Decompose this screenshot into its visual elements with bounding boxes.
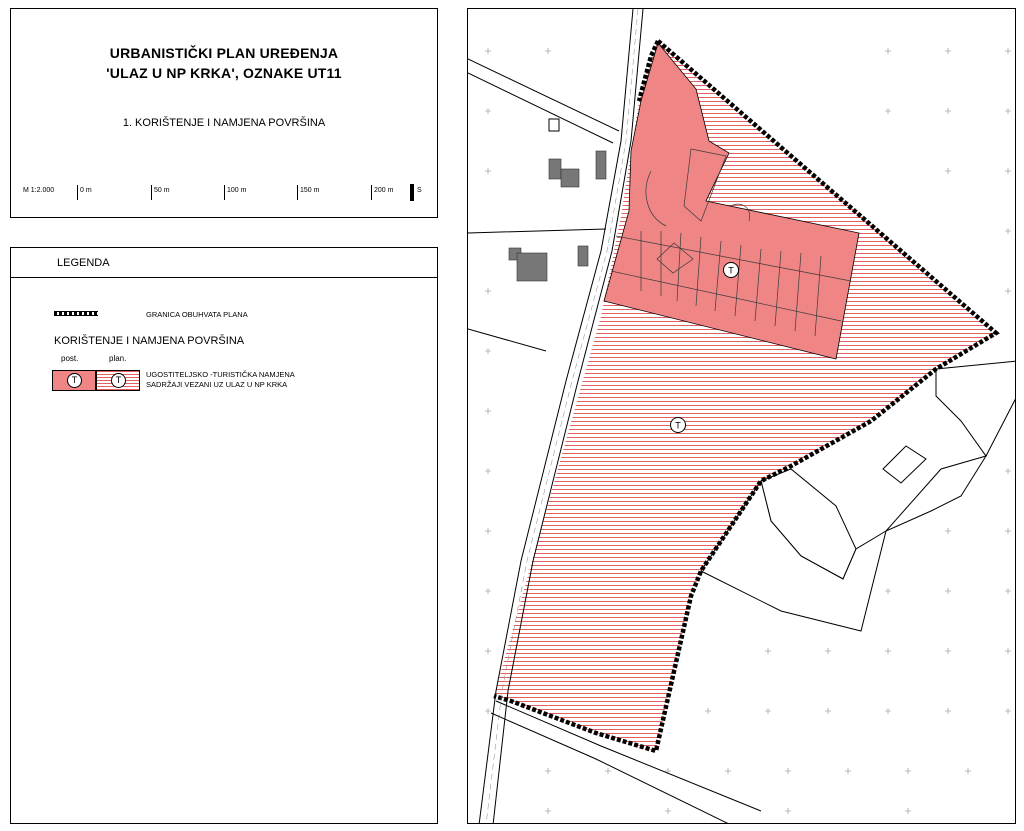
scale-tick (297, 185, 298, 200)
scale-tick (151, 185, 152, 200)
existing-column-label: post. (61, 354, 79, 363)
land-use-section-title: KORIŠTENJE I NAMJENA POVRŠINA (54, 335, 245, 347)
scale-ratio: M 1:2.000 (23, 187, 55, 194)
sheet-title: 1. KORIŠTENJE I NAMJENA POVRŠINA (122, 117, 326, 129)
scale-label-150: 150 m (300, 187, 320, 194)
zone-marker-existing (724, 263, 739, 278)
scale-tick (224, 185, 225, 200)
zone-label-line1: UGOSTITELJSKO -TURISTIČKA NAMJENA (146, 370, 295, 379)
scale-label-50: 50 m (154, 187, 170, 194)
plan-title-line2: 'ULAZ U NP KRKA', OZNAKE UT11 (106, 65, 342, 81)
planned-zone-swatch (96, 370, 140, 391)
plan-title-line1: URBANISTIČKI PLAN UREĐENJA (109, 45, 339, 61)
planned-zone-area (494, 41, 996, 751)
scale-tick (77, 185, 78, 200)
scale-tick (371, 185, 372, 200)
north-mark: S (417, 187, 422, 194)
map-panel (467, 8, 1016, 824)
buildings (509, 151, 606, 281)
scale-label-200: 200 m (374, 187, 394, 194)
boundary-line-symbol (54, 311, 98, 316)
planned-column-label: plan. (109, 354, 127, 363)
zone-marker-planned (671, 418, 686, 433)
map-canvas (468, 9, 1016, 824)
zone-symbol-existing: T (67, 373, 82, 388)
svg-text:T: T (728, 265, 734, 276)
legend-heading: LEGENDA (57, 257, 110, 269)
legend-panel (10, 247, 438, 824)
title-block (10, 8, 438, 218)
zone-symbol-planned: T (111, 373, 126, 388)
boundary-label: GRANICA OBUHVATA PLANA (146, 310, 248, 319)
zone-label-line2: SADRŽAJI VEZANI UZ ULAZ U NP KRKA (146, 380, 288, 389)
scale-label-0: 0 m (80, 187, 92, 194)
small-building (549, 119, 559, 131)
svg-text:T: T (675, 420, 681, 431)
legend-header (11, 248, 437, 278)
scale-label-100: 100 m (227, 187, 247, 194)
existing-zone-swatch (52, 370, 96, 391)
north-bar (410, 184, 414, 201)
